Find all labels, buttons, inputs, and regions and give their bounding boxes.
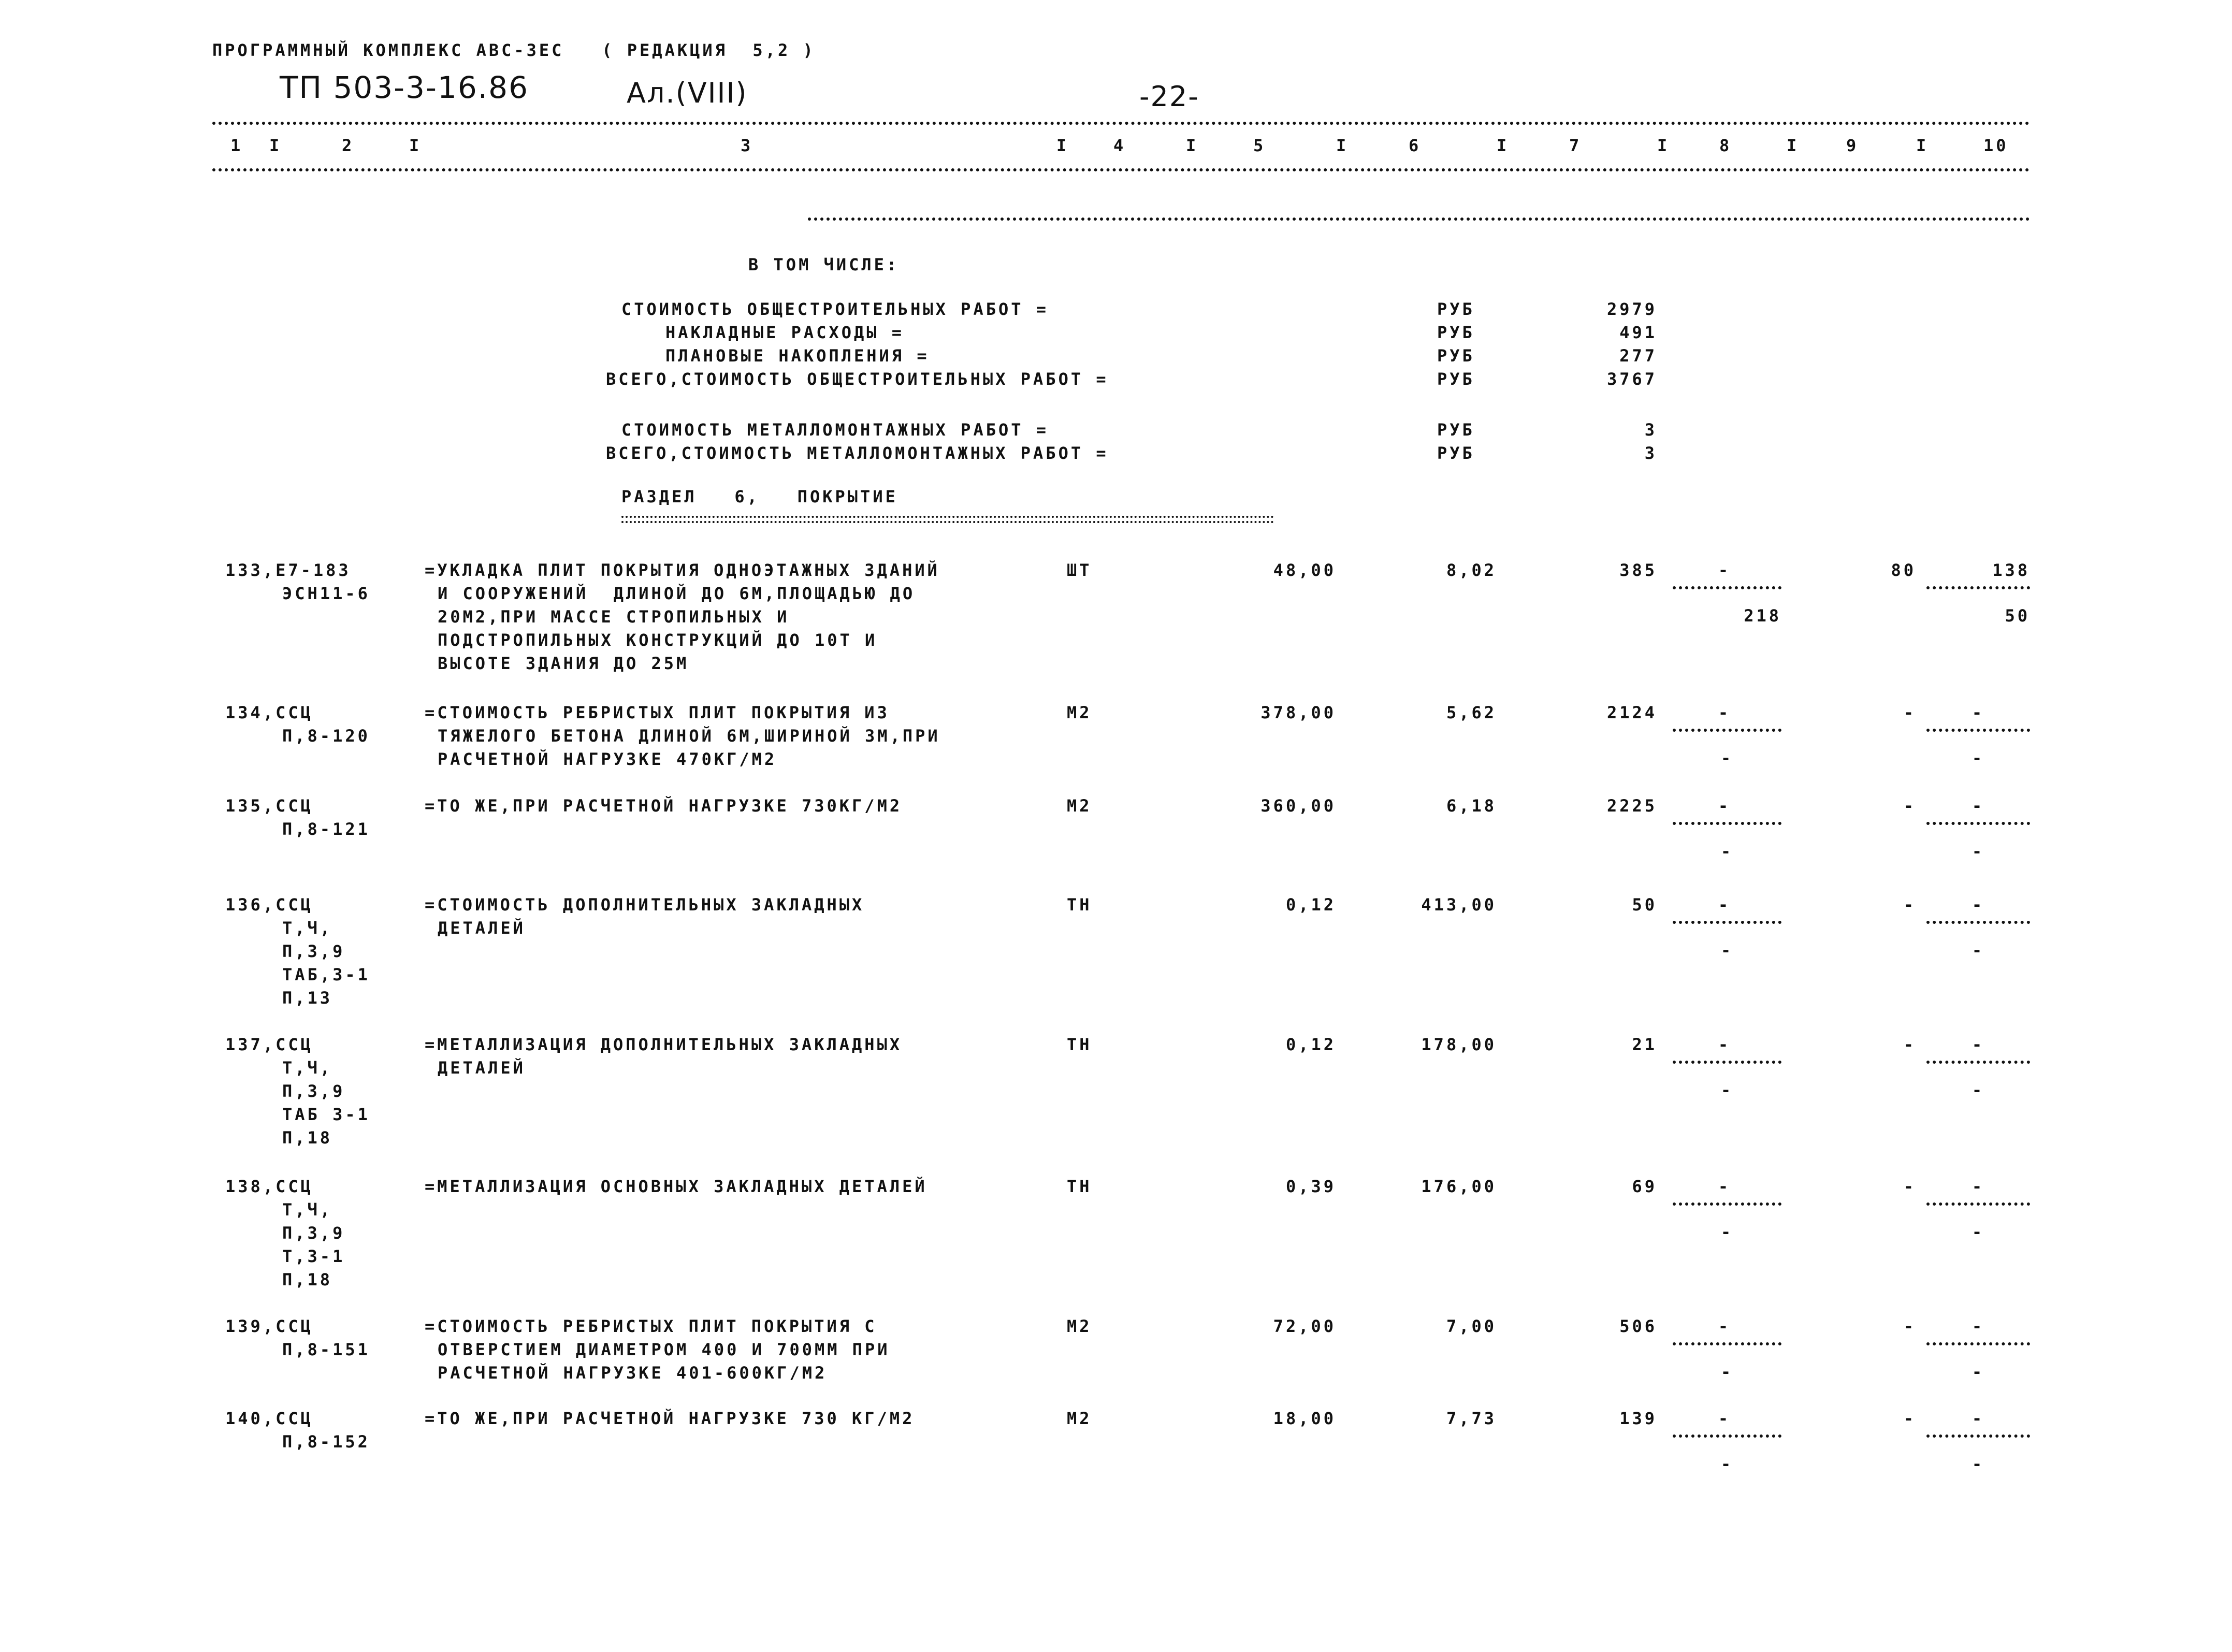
- row-code-line: П,8-151: [282, 1340, 370, 1359]
- row-col9: -: [1903, 796, 1916, 816]
- row-unit-price: 413,00: [1421, 895, 1497, 915]
- row-col10-top: -: [1972, 796, 1985, 816]
- row-col9: -: [1903, 1409, 1916, 1428]
- row-unit: ТН: [1067, 895, 1092, 915]
- row-col10-bottom: -: [1972, 1080, 1985, 1100]
- column-separator: I: [1336, 136, 1349, 155]
- row-quantity: 378,00: [1260, 703, 1336, 722]
- row-total: 385: [1619, 560, 1657, 580]
- row-description-line: РАСЧЕТНОЙ НАГРУЗКЕ 470КГ/М2: [438, 749, 777, 769]
- row-col10-top: -: [1972, 1409, 1985, 1428]
- row-col9: -: [1903, 895, 1916, 915]
- column-number: 7: [1569, 136, 1582, 155]
- row-unit-price: 7,73: [1446, 1409, 1497, 1428]
- row-description-line: =СТОИМОСТЬ ДОПОЛНИТЕЛЬНЫХ ЗАКЛАДНЫХ: [425, 895, 865, 915]
- row-col8-top: -: [1718, 796, 1731, 816]
- row-unit: М2: [1067, 1409, 1092, 1428]
- summary-unit: РУБ: [1437, 323, 1475, 342]
- summary-value: 277: [1619, 346, 1657, 366]
- row-total: 506: [1619, 1316, 1657, 1336]
- row-description-line: =МЕТАЛЛИЗАЦИЯ ОСНОВНЫХ ЗАКЛАДНЫХ ДЕТАЛЕЙ: [425, 1177, 927, 1196]
- row-col9: -: [1903, 1177, 1916, 1196]
- row-col10-top: -: [1972, 1177, 1985, 1196]
- summary-label: СТОИМОСТЬ МЕТАЛЛОМОНТАЖНЫХ РАБОТ =: [621, 420, 1049, 440]
- row-total: 139: [1619, 1409, 1657, 1428]
- row-col8-bottom: -: [1720, 1222, 1734, 1242]
- summary-label: СТОИМОСТЬ ОБЩЕСТРОИТЕЛЬНЫХ РАБОТ =: [621, 299, 1049, 319]
- row-code-line: 138,ССЦ: [225, 1177, 313, 1196]
- row-description-line: =СТОИМОСТЬ РЕБРИСТЫХ ПЛИТ ПОКРЫТИЯ С: [425, 1316, 877, 1336]
- row-quantity: 48,00: [1273, 560, 1336, 580]
- row-code-line: 135,ССЦ: [225, 796, 313, 816]
- row-col10-top: 138: [1992, 560, 2030, 580]
- row-col8-rule: [1673, 586, 1781, 589]
- row-unit-price: 176,00: [1421, 1177, 1497, 1196]
- row-unit-price: 8,02: [1446, 560, 1497, 580]
- column-number: 8: [1719, 136, 1732, 155]
- row-code-line: ЭСН11-6: [282, 584, 370, 603]
- column-number: 2: [342, 136, 355, 155]
- row-code-line: 133,Е7-183: [225, 560, 351, 580]
- row-unit: М2: [1067, 796, 1092, 816]
- column-number: 10: [1983, 136, 2009, 155]
- row-unit: ТН: [1067, 1177, 1092, 1196]
- row-col10-bottom: -: [1972, 1454, 1985, 1474]
- row-quantity: 72,00: [1273, 1316, 1336, 1336]
- row-quantity: 0,12: [1285, 1035, 1336, 1054]
- summary-label: ПЛАНОВЫЕ НАКОПЛЕНИЯ =: [665, 346, 930, 366]
- row-col9: 80: [1891, 560, 1916, 580]
- row-col8-rule: [1673, 921, 1781, 924]
- column-number: 3: [741, 136, 753, 155]
- row-description-line: =СТОИМОСТЬ РЕБРИСТЫХ ПЛИТ ПОКРЫТИЯ ИЗ: [425, 703, 890, 722]
- row-quantity: 0,12: [1285, 895, 1336, 915]
- row-unit: ТН: [1067, 1035, 1092, 1054]
- column-separator: I: [1916, 136, 1929, 155]
- summary-label: ВСЕГО,СТОИМОСТЬ МЕТАЛЛОМОНТАЖНЫХ РАБОТ =: [606, 443, 1109, 463]
- row-description-line: =ТО ЖЕ,ПРИ РАСЧЕТНОЙ НАГРУЗКЕ 730КГ/М2: [425, 796, 903, 816]
- row-col10-top: -: [1972, 703, 1985, 722]
- row-quantity: 0,39: [1285, 1177, 1336, 1196]
- column-number: 5: [1253, 136, 1266, 155]
- summary-label: НАКЛАДНЫЕ РАСХОДЫ =: [665, 323, 905, 342]
- column-separator: I: [1497, 136, 1510, 155]
- row-col9: -: [1903, 1035, 1916, 1054]
- row-quantity: 360,00: [1260, 796, 1336, 816]
- row-unit-price: 178,00: [1421, 1035, 1497, 1054]
- summary-value: 491: [1619, 323, 1657, 342]
- row-unit: М2: [1067, 703, 1092, 722]
- row-col8-top: -: [1718, 1409, 1731, 1428]
- row-col8-rule: [1673, 1061, 1781, 1064]
- row-description-line: =МЕТАЛЛИЗАЦИЯ ДОПОЛНИТЕЛЬНЫХ ЗАКЛАДНЫХ: [425, 1035, 903, 1054]
- row-code-line: П,8-152: [282, 1432, 370, 1452]
- row-code-line: П,13: [282, 988, 333, 1008]
- row-code-line: 134,ССЦ: [225, 703, 313, 722]
- row-col10-rule: [1926, 729, 2030, 732]
- row-code-line: П,3,9: [282, 941, 345, 961]
- row-total: 21: [1632, 1035, 1657, 1054]
- header-rule-bottom: [212, 168, 2030, 171]
- column-number: 6: [1409, 136, 1422, 155]
- header-rule-top: [212, 122, 2030, 125]
- row-unit-price: 7,00: [1446, 1316, 1497, 1336]
- section-underline-1: [621, 516, 1274, 518]
- column-separator: I: [269, 136, 282, 155]
- row-total: 2225: [1606, 796, 1657, 816]
- row-col8-top: -: [1718, 703, 1731, 722]
- row-col9: -: [1903, 1316, 1916, 1336]
- row-description-line: ДЕТАЛЕЙ: [438, 1058, 526, 1078]
- row-code-line: 136,ССЦ: [225, 895, 313, 915]
- row-description-line: ДЕТАЛЕЙ: [438, 918, 526, 938]
- row-col10-bottom: -: [1972, 1222, 1985, 1242]
- row-code-line: Т,3-1: [282, 1247, 345, 1266]
- row-col10-rule: [1926, 1434, 2030, 1438]
- row-col8-bottom: -: [1720, 940, 1734, 960]
- row-code-line: П,8-120: [282, 726, 370, 746]
- column-number: 1: [230, 136, 243, 155]
- summary-value: 3: [1644, 420, 1657, 440]
- row-code-line: П,8-121: [282, 819, 370, 839]
- row-col8-top: -: [1718, 1177, 1731, 1196]
- row-col8-top: -: [1718, 1035, 1731, 1054]
- row-col10-top: -: [1972, 1316, 1985, 1336]
- column-separator: I: [1657, 136, 1670, 155]
- summary-unit: РУБ: [1437, 443, 1475, 463]
- row-unit: М2: [1067, 1316, 1092, 1336]
- section-title: РАЗДЕЛ 6, ПОКРЫТИЕ: [621, 487, 898, 506]
- row-code-line: 140,ССЦ: [225, 1409, 313, 1428]
- row-description-line: РАСЧЕТНОЙ НАГРУЗКЕ 401-600КГ/М2: [438, 1363, 828, 1383]
- row-col10-rule: [1926, 586, 2030, 589]
- row-col10-rule: [1926, 822, 2030, 825]
- row-total: 50: [1632, 895, 1657, 915]
- page-number: -22-: [1139, 80, 1199, 113]
- row-col9: -: [1903, 703, 1916, 722]
- row-col8-bottom: -: [1720, 1080, 1734, 1100]
- column-number: 9: [1846, 136, 1859, 155]
- row-col10-rule: [1926, 1342, 2030, 1345]
- row-col10-rule: [1926, 1202, 2030, 1206]
- row-description-line: =УКЛАДКА ПЛИТ ПОКРЫТИЯ ОДНОЭТАЖНЫХ ЗДАНИЙ: [425, 560, 940, 580]
- row-code-line: Т,Ч,: [282, 918, 333, 938]
- row-col8-rule: [1673, 822, 1781, 825]
- row-col8-top: -: [1718, 895, 1731, 915]
- row-col10-bottom: -: [1972, 748, 1985, 768]
- row-col8-top: -: [1718, 1316, 1731, 1336]
- row-total: 69: [1632, 1177, 1657, 1196]
- column-separator: I: [409, 136, 422, 155]
- row-code-line: ТАБ,3-1: [282, 965, 370, 984]
- column-separator: I: [1186, 136, 1199, 155]
- row-unit-price: 6,18: [1446, 796, 1497, 816]
- row-description-line: =ТО ЖЕ,ПРИ РАСЧЕТНОЙ НАГРУЗКЕ 730 КГ/М2: [425, 1409, 915, 1428]
- row-col10-bottom: -: [1972, 842, 1985, 861]
- including-label: В ТОМ ЧИСЛЕ:: [748, 255, 900, 274]
- column-number: 4: [1113, 136, 1126, 155]
- row-code-line: 139,ССЦ: [225, 1316, 313, 1336]
- row-col10-top: -: [1972, 1035, 1985, 1054]
- summary-rule: [808, 218, 2030, 221]
- row-unit-price: 5,62: [1446, 703, 1497, 722]
- summary-unit: РУБ: [1437, 299, 1475, 319]
- row-code-line: Т,Ч,: [282, 1200, 333, 1220]
- program-line: ПРОГРАММНЫЙ КОМПЛЕКС АВС-3ЕС ( РЕДАКЦИЯ 5,2 ): [212, 40, 816, 60]
- row-col8-top: -: [1718, 560, 1731, 580]
- row-col10-bottom: 50: [2005, 606, 2030, 626]
- row-col8-bottom: -: [1720, 842, 1734, 861]
- section-underline-2: [621, 521, 1274, 523]
- row-total: 2124: [1606, 703, 1657, 722]
- row-col8-bottom: 218: [1744, 606, 1781, 626]
- row-description-line: ОТВЕРСТИЕМ ДИАМЕТРОМ 400 И 700ММ ПРИ: [438, 1340, 890, 1359]
- row-description-line: ТЯЖЕЛОГО БЕТОНА ДЛИНОЙ 6М,ШИРИНОЙ 3М,ПРИ: [438, 726, 940, 746]
- summary-unit: РУБ: [1437, 420, 1475, 440]
- doc-code: ТП 503-3-16.86: [280, 70, 529, 105]
- row-col10-rule: [1926, 921, 2030, 924]
- row-col10-bottom: -: [1972, 1362, 1985, 1382]
- summary-unit: РУБ: [1437, 369, 1475, 389]
- column-separator: I: [1056, 136, 1069, 155]
- row-code-line: 137,ССЦ: [225, 1035, 313, 1054]
- row-code-line: П,18: [282, 1128, 333, 1148]
- row-col8-bottom: -: [1720, 1454, 1734, 1474]
- summary-label: ВСЕГО,СТОИМОСТЬ ОБЩЕСТРОИТЕЛЬНЫХ РАБОТ =: [606, 369, 1109, 389]
- row-col10-top: -: [1972, 895, 1985, 915]
- summary-value: 3767: [1606, 369, 1657, 389]
- column-separator: I: [1787, 136, 1800, 155]
- row-quantity: 18,00: [1273, 1409, 1336, 1428]
- row-description-line: 20М2,ПРИ МАССЕ СТРОПИЛЬНЫХ И: [438, 607, 790, 627]
- row-code-line: Т,Ч,: [282, 1058, 333, 1078]
- row-col8-rule: [1673, 1342, 1781, 1345]
- row-code-line: ТАБ 3-1: [282, 1105, 370, 1124]
- row-code-line: П,3,9: [282, 1081, 345, 1101]
- row-code-line: П,18: [282, 1270, 333, 1289]
- summary-value: 3: [1644, 443, 1657, 463]
- row-code-line: П,3,9: [282, 1223, 345, 1243]
- row-col8-bottom: -: [1720, 748, 1734, 768]
- summary-value: 2979: [1606, 299, 1657, 319]
- row-col8-rule: [1673, 1202, 1781, 1206]
- row-col10-bottom: -: [1972, 940, 1985, 960]
- row-description-line: ПОДСТРОПИЛЬНЫХ КОНСТРУКЦИЙ ДО 10Т И: [438, 630, 878, 650]
- row-col8-rule: [1673, 729, 1781, 732]
- row-description-line: И СООРУЖЕНИЙ ДЛИНОЙ ДО 6М,ПЛОЩАДЬЮ ДО: [438, 584, 916, 603]
- row-col8-bottom: -: [1720, 1362, 1734, 1382]
- row-col10-rule: [1926, 1061, 2030, 1064]
- row-col8-rule: [1673, 1434, 1781, 1438]
- album-label: Ал.(VIII): [627, 77, 748, 109]
- row-unit: ШТ: [1067, 560, 1092, 580]
- row-description-line: ВЫСОТЕ ЗДАНИЯ ДО 25М: [438, 654, 689, 673]
- summary-unit: РУБ: [1437, 346, 1475, 366]
